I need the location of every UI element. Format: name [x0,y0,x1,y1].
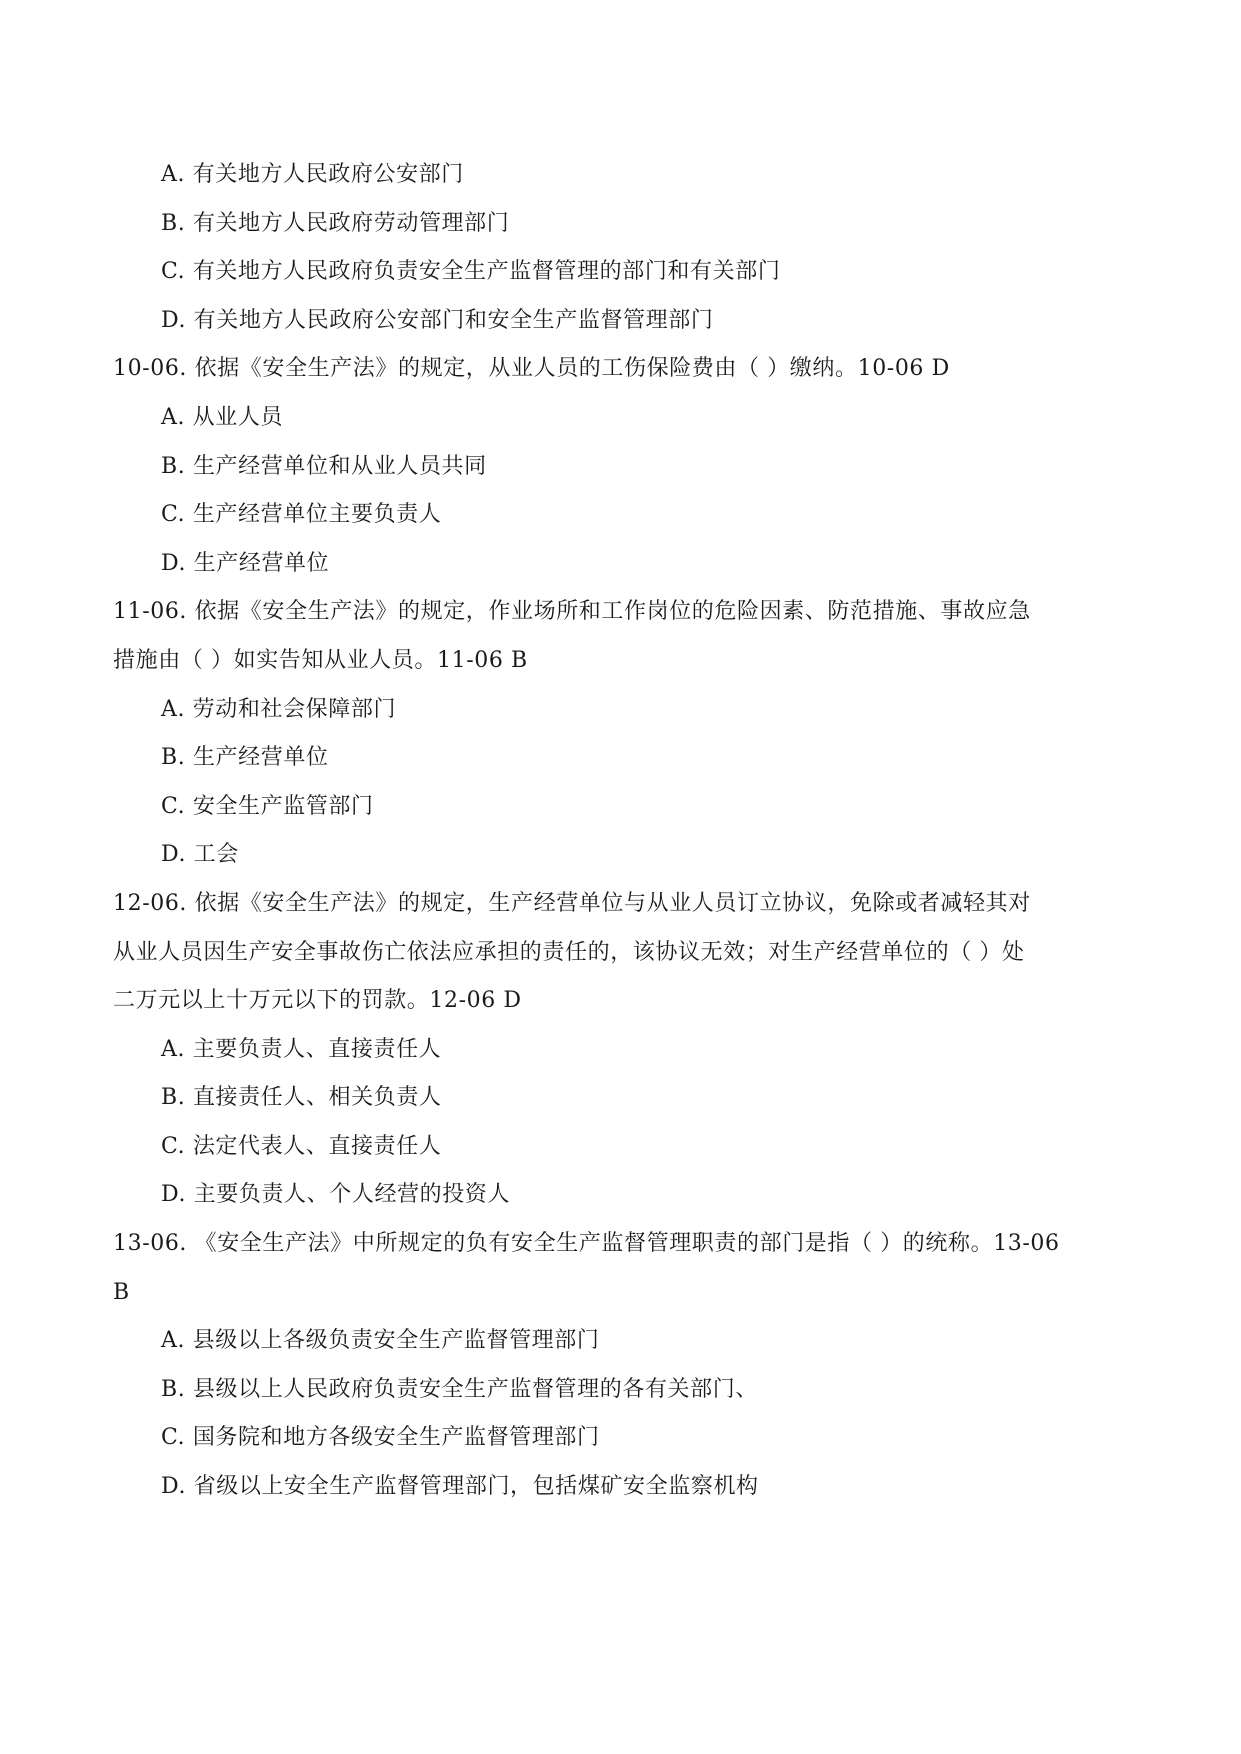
question-13-option-c: C. 国务院和地方各级安全生产监督管理部门 [161,1425,600,1451]
question-10-option-b: B. 生产经营单位和从业人员共同 [161,453,487,479]
page-content [113,151,1133,1512]
question-12-option-b: B. 直接责任人、相关负责人 [161,1085,442,1111]
question-11-line-2: 措施由（ ）如实告知从业人员。11-06 B [113,647,528,673]
question-13-option-a: A. 县级以上各级负责安全生产监督管理部门 [161,1328,600,1354]
question-10-option-c: C. 生产经营单位主要负责人 [161,502,442,528]
question-12-line-2: 从业人员因生产安全事故伤亡依法应承担的责任的，该协议无效；对生产经营单位的（ ）处 [113,939,1025,965]
question-10-option-d: D. 生产经营单位 [161,550,330,576]
option-d: D. 有关地方人民政府公安部门和安全生产监督管理部门 [161,307,714,333]
question-11-option-d: D. 工会 [161,842,239,868]
question-11-option-c: C. 安全生产监管部门 [161,793,374,819]
option-b: B. 有关地方人民政府劳动管理部门 [161,210,510,236]
question-13-option-b: B. 县级以上人民政府负责安全生产监督管理的各有关部门、 [161,1376,758,1402]
question-11-option-b: B. 生产经营单位 [161,745,329,771]
question-11-option-a: A. 劳动和社会保障部门 [161,696,397,722]
question-11-line-1: 11-06. 依据《安全生产法》的规定，作业场所和工作岗位的危险因素、防范措施、事故应急 [113,599,1031,625]
question-12-option-a: A. 主要负责人、直接责任人 [161,1036,442,1062]
question-12-line-3: 二万元以上十万元以下的罚款。12-06 D [113,988,522,1014]
question-12-line-1: 12-06. 依据《安全生产法》的规定，生产经营单位与从业人员订立协议，免除或者减轻其对 [113,890,1031,916]
option-a: A. 有关地方人民政府公安部门 [161,162,464,187]
question-12-option-d: D. 主要负责人、个人经营的投资人 [161,1182,511,1208]
option-c: C. 有关地方人民政府负责安全生产监督管理的部门和有关部门 [161,259,781,285]
question-12-option-c: C. 法定代表人、直接责任人 [161,1133,442,1159]
question-13-line-1: 13-06. 《安全生产法》中所规定的负有安全生产监督管理职责的部门是指（ ）的统称。13-06 [113,1231,1060,1257]
question-10-line-1: 10-06. 依据《安全生产法》的规定，从业人员的工伤保险费由（ ）缴纳。10-06 D [113,356,950,382]
question-13-line-2: B [113,1279,130,1305]
question-10-option-a: A. 从业人员 [161,404,284,430]
question-13-option-d: D. 省级以上安全生产监督管理部门，包括煤矿安全监察机构 [161,1474,759,1500]
